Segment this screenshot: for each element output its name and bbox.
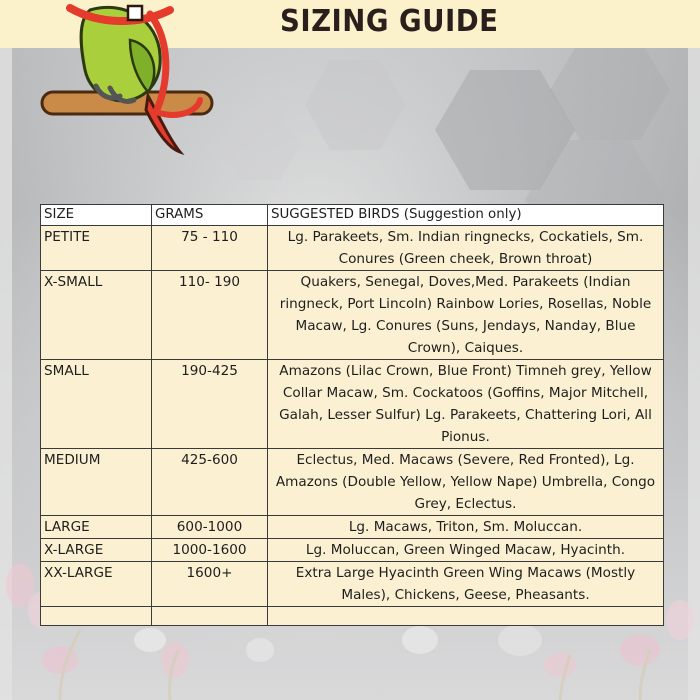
header-grams: GRAMS bbox=[152, 205, 268, 226]
birds-cell: Amazons (Lilac Crown, Blue Front) Timneh grey, Yellow Collar Macaw, Sm. Cockatoos (Goffins, Major Mitchell, Galah, Lesser Sulfur) Lg. Parakeets, Chattering Lori, All Pionus. bbox=[268, 360, 664, 449]
table-row bbox=[41, 226, 664, 271]
empty-cell bbox=[268, 607, 664, 626]
header-size: SIZE bbox=[41, 205, 152, 226]
page-title: SIZING GUIDE bbox=[280, 4, 499, 39]
empty-row bbox=[41, 607, 664, 626]
table-row bbox=[41, 449, 664, 516]
size-cell: X-SMALL bbox=[41, 271, 152, 360]
size-cell: MEDIUM bbox=[41, 449, 152, 516]
grams-cell: 110- 190 bbox=[152, 271, 268, 360]
birds-cell: Lg. Parakeets, Sm. Indian ringnecks, Cockatiels, Sm. Conures (Green cheek, Brown throat) bbox=[268, 226, 664, 271]
table-row bbox=[41, 562, 664, 607]
table-row bbox=[41, 271, 664, 360]
grams-cell: 190-425 bbox=[152, 360, 268, 449]
birds-cell: Quakers, Senegal, Doves,Med. Parakeets (Indian ringneck, Port Lincoln) Rainbow Lories, Rosellas, Noble Macaw, Lg. Conures (Suns, Jendays, Nanday, Blue Crown), Caiques. bbox=[268, 271, 664, 360]
table-header-row bbox=[41, 205, 664, 226]
table-row bbox=[41, 360, 664, 449]
sizing-table bbox=[40, 204, 664, 626]
size-cell: SMALL bbox=[41, 360, 152, 449]
empty-cell bbox=[41, 607, 152, 626]
size-cell: LARGE bbox=[41, 516, 152, 539]
birds-cell: Extra Large Hyacinth Green Wing Macaws (Mostly Males), Chickens, Geese, Pheasants. bbox=[268, 562, 664, 607]
parrot-harness-icon bbox=[30, 0, 230, 160]
grams-cell: 425-600 bbox=[152, 449, 268, 516]
empty-cell bbox=[152, 607, 268, 626]
table-row bbox=[41, 516, 664, 539]
grams-cell: 600-1000 bbox=[152, 516, 268, 539]
table-row bbox=[41, 539, 664, 562]
size-cell: PETITE bbox=[41, 226, 152, 271]
birds-cell: Lg. Macaws, Triton, Sm. Moluccan. bbox=[268, 516, 664, 539]
grams-cell: 1000-1600 bbox=[152, 539, 268, 562]
birds-cell: Eclectus, Med. Macaws (Severe, Red Fronted), Lg. Amazons (Double Yellow, Yellow Nape) Umbrella, Congo Grey, Eclectus. bbox=[268, 449, 664, 516]
header-suggested-birds: SUGGESTED BIRDS (Suggestion only) bbox=[268, 205, 664, 226]
size-cell: XX-LARGE bbox=[41, 562, 152, 607]
birds-cell: Lg. Moluccan, Green Winged Macaw, Hyacinth. bbox=[268, 539, 664, 562]
grams-cell: 1600+ bbox=[152, 562, 268, 607]
size-cell: X-LARGE bbox=[41, 539, 152, 562]
grams-cell: 75 - 110 bbox=[152, 226, 268, 271]
